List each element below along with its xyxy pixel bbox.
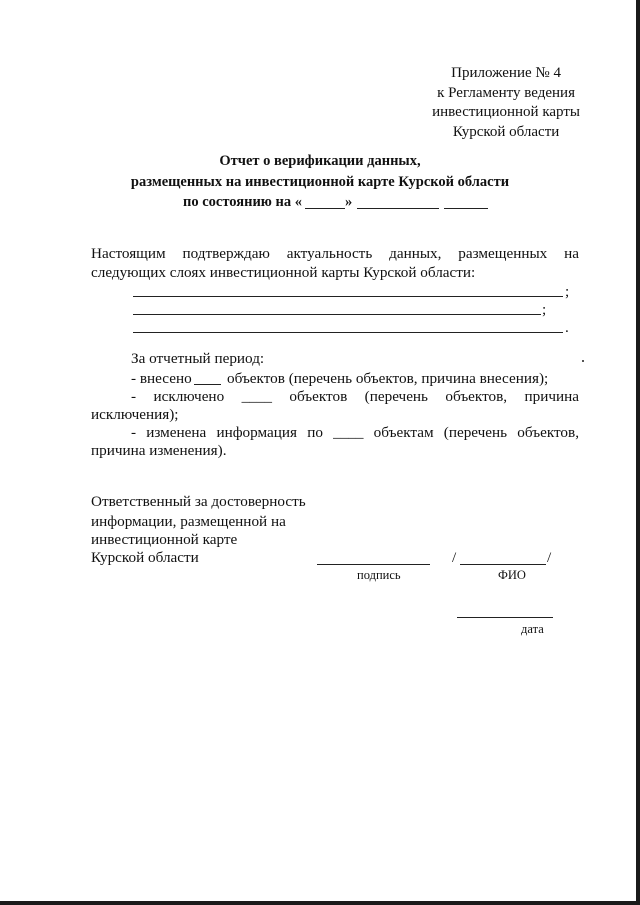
responsible-line-3: инвестиционной карте [91, 531, 238, 548]
scan-edge-bottom [0, 901, 640, 905]
date-year-blank[interactable] [444, 208, 488, 209]
appendix-map: инвестиционной карты [432, 104, 580, 120]
appendix-region: Курской области [452, 123, 560, 140]
scan-edge-right [636, 0, 640, 905]
layer-end-1: ; [565, 283, 570, 300]
period-excluded-line-2: исключения); [91, 406, 179, 423]
appendix-block [432, 64, 580, 142]
period-excluded-line-1: - исключено ____ объектов (перечень объектов, причина [131, 388, 579, 405]
responsible-line-4: Курской области [91, 549, 199, 566]
title-date-prefix: по состоянию на « [183, 194, 302, 210]
added-count-blank[interactable] [194, 384, 221, 385]
name-label: ФИО [498, 568, 526, 582]
signature-blank[interactable] [317, 564, 430, 565]
name-slash-close: / [547, 549, 552, 566]
signature-label: подпись [357, 568, 401, 582]
date-label: дата [521, 622, 544, 636]
document-title [0, 151, 640, 193]
date-day-blank[interactable] [305, 208, 345, 209]
appendix-regulation: к Регламенту ведения [437, 84, 575, 101]
layer-blank-3[interactable] [133, 332, 563, 333]
period-changed-line-2: причина изменения). [91, 442, 227, 459]
layer-blank-2[interactable] [133, 314, 541, 315]
name-slash-open: / [452, 549, 457, 566]
layer-end-2: ; [542, 301, 547, 318]
responsible-line-2: информации, размещенной на [91, 513, 286, 530]
period-added-suffix: объектов (перечень объектов, причина внесения); [227, 370, 549, 387]
intro-line-2: следующих слоях инвестиционной карты Курской области: [91, 264, 476, 281]
period-added-prefix: - внесено [131, 370, 192, 387]
title-line-1: Отчет о верификации данных, [219, 153, 421, 169]
title-line-2: размещенных на инвестиционной карте Курской области [130, 174, 510, 190]
period-heading: За отчетный период: [131, 350, 265, 367]
intro-line-1: Настоящим подтверждаю актуальность данных, размещенных на [91, 245, 579, 262]
name-blank[interactable] [460, 564, 546, 565]
date-blank[interactable] [457, 617, 553, 618]
date-month-blank[interactable] [357, 208, 439, 209]
title-quote-close: » [345, 194, 353, 210]
responsible-line-1: Ответственный за достоверность [91, 493, 306, 510]
layer-blank-1[interactable] [133, 296, 563, 297]
period-changed-line-1: - изменена информация по ____ объектам (перечень объектов, [131, 424, 579, 441]
scan-speck [582, 360, 584, 362]
layer-end-3: . [565, 319, 569, 336]
appendix-number: Приложение № 4 [451, 65, 561, 81]
